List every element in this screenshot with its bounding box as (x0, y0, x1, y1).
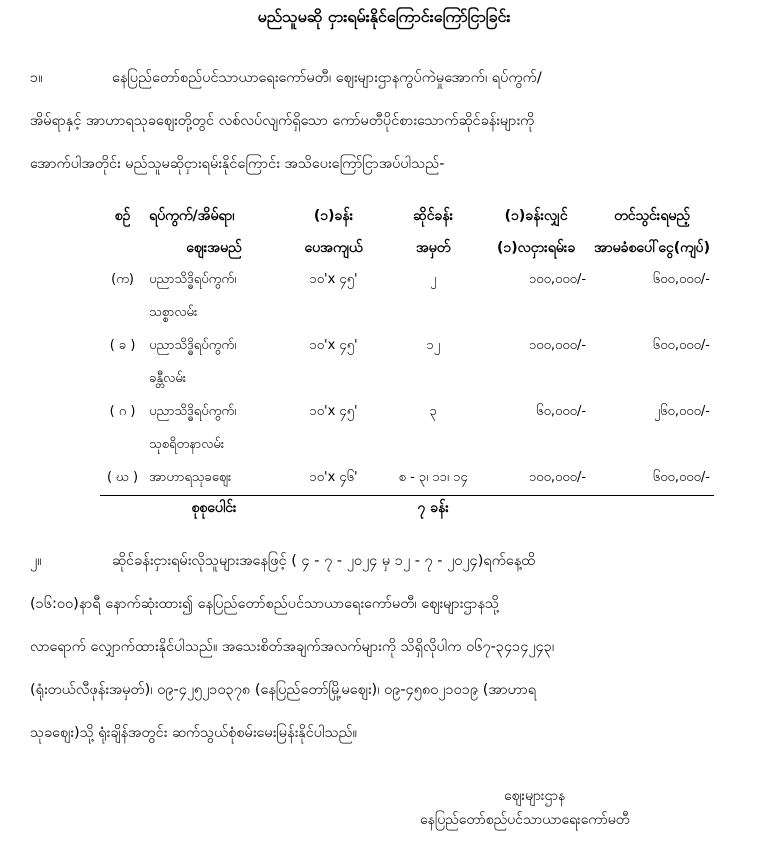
shop-rental-table (100, 200, 714, 520)
header-index: စဉ် (114, 207, 131, 224)
paragraph-1-line-2: အိမ်ရာနှင့် အာဟာရသုခဈေးတို့တွင် လစ်လပ်လျက်ရှိသော ကော်မတီပိုင်စားသောက်ဆိုင်ခန်းများကို (30, 113, 535, 129)
row-location: ပညာသိဒ္ဓိရပ်ကွက်၊ (149, 404, 237, 419)
signature-department: ဈေးများဌာန (504, 788, 566, 804)
table-row-continuation (100, 429, 714, 462)
row-street: ခန္တီလမ်း (149, 371, 187, 386)
document-title: မည်သူမဆို ငှားရမ်းနိုင်ကြောင်းကြော်ငြာခြင်း (257, 7, 511, 26)
paragraph-2 (30, 540, 742, 755)
paragraph-2-line-2: (၁၆:၀၀)နာရီ နောက်ဆုံးထား၍ နေပြည်တော်စည်ပင်သာယာရေးကော်မတီ၊ ဈေးများဌာနသို့ (30, 596, 499, 612)
table-row (100, 264, 714, 297)
paragraph-2-line-4: (ရုံးတယ်လီဖုန်းအမှတ်)၊ ၀၉-၄၂၅၂၁၀၃၇၈ (နေပြည်တော်မြို့မဈေး)၊ ၀၉-၄၅၈၀၂၁၀၁၉ (အာဟာရ (30, 682, 537, 698)
header-size: (၁)ခန်း (313, 207, 354, 224)
total-value: ၇ ခန်း (384, 496, 482, 521)
header-location: ရပ်ကွက်/အိမ်ရာ၊ (149, 207, 235, 224)
paragraph-1-line-1: နေပြည်တော်စည်ပင်သာယာရေးကော်မတီ၊ ဈေးများဌာနကွပ်ကဲမှုအောက်၊ ရပ်ကွက်/ (112, 70, 542, 86)
paragraph-2-line-3: လာရောက် လျှောက်ထားနိုင်ပါသည်။ အသေးစိတ်အချက်အလက်များကို သိရှိလိုပါက ၀၆၇-၃၄၁၄၂၄၃၊ (30, 639, 555, 655)
row-monthly-fee: ၁၀၀,၀၀၀/- (528, 470, 587, 485)
header-room-number: ဆိုင်ခန်း (413, 207, 454, 224)
table-total-row (100, 496, 714, 521)
header-deposit: တင်သွင်းရမည့် (614, 207, 690, 224)
row-size: ၁၀'x ၄၅' (309, 272, 358, 287)
row-monthly-fee: ၆၀,၀၀၀/- (536, 404, 587, 419)
header-monthly-fee: (၁)ခန်းလျှင် (504, 207, 568, 224)
row-room-number: ၂ (430, 272, 437, 287)
row-room-number: ၃ (429, 404, 437, 419)
row-street: သုစရိတနာလမ်း (149, 437, 225, 452)
table-row (100, 396, 714, 429)
total-label: စုစုပေါင်း (145, 496, 283, 521)
row-room-number: ၁၂ (426, 338, 441, 353)
row-monthly-fee: ၁၀၀,၀၀၀/- (528, 338, 587, 353)
paragraph-1-line-3: အောက်ပါအတိုင်း မည်သူမဆိုငှားရမ်းနိုင်ကြောင်း အသိပေးကြော်ငြာအပ်ပါသည်- (30, 156, 445, 172)
row-index: ( ဃ ) (107, 470, 139, 485)
row-deposit: ၆၀၀,၀၀၀/- (652, 470, 710, 485)
row-index: ( ဂ ) (109, 404, 136, 419)
table-header-row-2 (100, 232, 714, 264)
paragraph-1 (30, 57, 742, 186)
paragraph-1-number: ၁။ (30, 70, 43, 86)
table-row (100, 330, 714, 363)
row-deposit: ၂၆၀,၀၀၀/- (653, 404, 710, 419)
row-street: သစ္စာလမ်း (149, 305, 198, 320)
table-row-continuation (100, 363, 714, 396)
row-location: ပညာသိဒ္ဓိရပ်ကွက်၊ (149, 338, 237, 353)
row-monthly-fee: ၁၀၀,၀၀၀/- (528, 272, 587, 287)
header-monthly-fee-sub: (၁)လငှားရမ်းခ (496, 239, 576, 256)
table-row-continuation (100, 297, 714, 330)
row-index: ( ခ ) (109, 338, 136, 353)
row-size: ၁၀'x ၄၅' (309, 404, 358, 419)
row-deposit: ၆၀၀,၀၀၀/- (652, 272, 710, 287)
header-deposit-sub: အာမခံစပေါ်ငွေ(ကျပ်) (594, 239, 710, 256)
signature-block (420, 784, 629, 832)
header-size-unit: ပေအကျယ် (304, 239, 363, 256)
paragraph-2-line-1: ဆိုင်ခန်းငှားရမ်းလိုသူများအနေဖြင့် ( ၄ - ၇ - ၂၀၂၄ မှ ၁၂ - ၇ - ၂၀၂၄)ရက်နေ့ထိ (112, 553, 536, 569)
paragraph-2-line-5: သုခဈေး)သို့ ရုံးချိန်အတွင်း ဆက်သွယ်စုံစမ်းမေးမြန်းနိုင်ပါသည်။ (30, 725, 358, 741)
row-location: အာဟာရသုခဈေး (149, 470, 232, 485)
row-size: ၁၀'x ၄၅' (309, 338, 358, 353)
row-deposit: ၆၀၀,၀၀၀/- (652, 338, 710, 353)
row-room-number: စ - ၃၊ ၁၁၊ ၁၄ (398, 470, 468, 485)
header-market-name: ဈေးအမည် (186, 239, 242, 256)
row-location: ပညာသိဒ္ဓိရပ်ကွက်၊ (149, 272, 237, 287)
signature-committee: နေပြည်တော်စည်ပင်သာယာရေးကော်မတီ (420, 812, 630, 828)
header-room-number-sub: အမှတ် (415, 239, 451, 256)
paragraph-2-number: ၂။ (30, 553, 42, 569)
row-size: ၁၀'x ၄၆' (309, 470, 358, 485)
table-row (100, 462, 714, 496)
table-header-row-1 (100, 200, 714, 232)
row-index: (က) (111, 272, 134, 287)
